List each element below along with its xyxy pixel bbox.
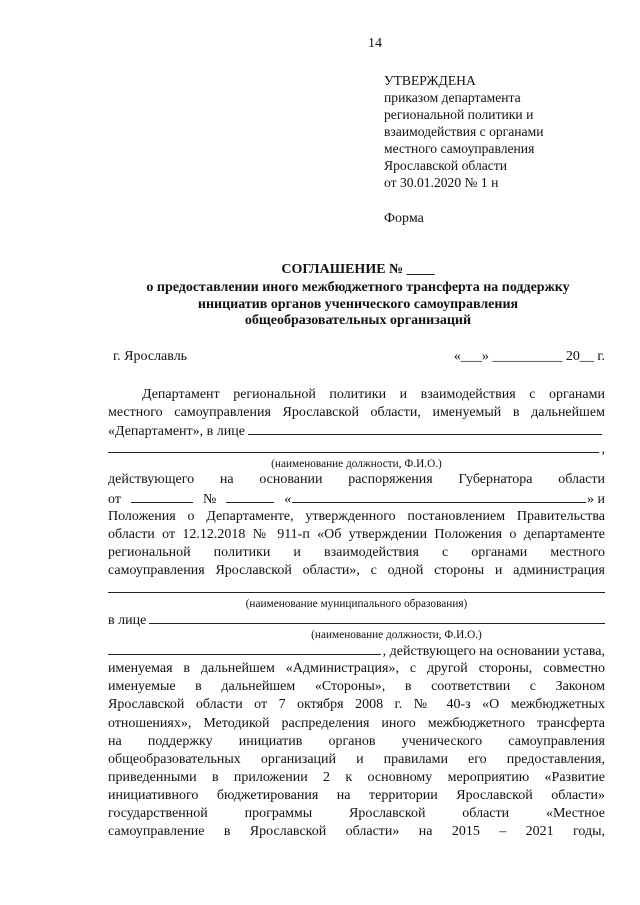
page-number: 14: [368, 36, 382, 51]
agreement-title: СОГЛАШЕНИЕ № ____: [281, 262, 435, 277]
caption-position: (наименование должности, Ф.И.О.): [271, 458, 442, 471]
text-line: местного самоуправления Ярославской области, именуемый в дальнейшем: [108, 405, 605, 421]
blank-field: [131, 489, 193, 503]
caption-municipal: (наименование муниципального образования): [245, 598, 468, 611]
municipal-fill-line: [108, 580, 605, 598]
decree-reference-line: [108, 489, 605, 507]
text-line: Департамент региональной политики и взаимодействия с органами: [142, 387, 605, 402]
charter-line: [108, 642, 605, 660]
date-template: «___» __________ 20__ г.: [453, 349, 605, 364]
approval-line: Ярославской области: [384, 158, 508, 173]
caption-position-2: (наименование должности, Ф.И.О.): [311, 629, 482, 642]
text-fragment: «: [284, 492, 292, 508]
blank-field: [248, 422, 602, 435]
text-line: самоуправление в Ярославской области» на 2015 – 2021 годы,: [108, 824, 605, 840]
text-line: инициативного бюджетирования на территории Ярославской области»: [108, 787, 605, 803]
form-label: Форма: [384, 211, 424, 226]
text-line: именуемая в дальнейшем «Администрация», с другой стороны, совместно: [108, 661, 605, 677]
city: г. Ярославль: [113, 349, 188, 364]
approval-block: [384, 72, 543, 191]
approval-line: приказом департамента: [384, 90, 521, 105]
administration-representative-line: [108, 611, 605, 629]
blank-field: [292, 490, 586, 503]
comma: ,: [601, 442, 605, 458]
blank-field: [108, 642, 381, 655]
approval-line: взаимодействия с органами: [384, 124, 544, 139]
position-fill-line: [108, 440, 605, 458]
agreement-body: [108, 386, 605, 841]
text-line: отношениях», Методикой распределения иного межбюджетного трансферта: [108, 715, 605, 731]
text-fragment: , действующего на основании устава,: [382, 644, 605, 660]
approval-line: УТВЕРЖДЕНА: [384, 73, 476, 88]
text-fragment: в лице: [108, 613, 147, 629]
text-line: общеобразовательных организаций и правилами его предоставления,: [108, 751, 605, 767]
department-representative-line: [108, 422, 605, 440]
text-fragment: «Департамент», в лице: [108, 424, 245, 440]
text-fragment: №: [202, 492, 217, 508]
text-line: самоуправления Ярославской области», с одной стороны и администрация: [108, 562, 605, 578]
text-line: государственной программы Ярославской области «Местное: [108, 805, 605, 821]
text-line: действующего на основании распоряжения Губернатора области: [108, 472, 605, 488]
text-fragment: » и: [587, 492, 605, 508]
text-line: региональной политики и взаимодействия с органами местного: [108, 544, 605, 560]
approval-line: региональной политики и: [384, 107, 534, 122]
text-line: на поддержку инициатив органов ученического самоуправления: [108, 733, 605, 749]
blank-field: [108, 580, 605, 593]
text-line: приведенными в приложении 2 к основному мероприятию «Развитие: [108, 769, 605, 785]
text-fragment: от: [108, 492, 121, 508]
subtitle-line: инициатив органов ученического самоуправления: [197, 296, 519, 312]
approval-line: от 30.01.2020 № 1 н: [384, 175, 499, 190]
text-line: именуемые в дальнейшем «Стороны», в соответствии с Законом: [108, 679, 605, 695]
subtitle-line: о предоставлении иного межбюджетного трансферта на поддержку: [146, 280, 570, 295]
approval-line: местного самоуправления: [384, 141, 535, 156]
city-date-line: [113, 349, 605, 365]
text-line: области от 12.12.2018 № 911-п «Об утверждении Положения о департаменте: [108, 526, 605, 542]
blank-field: [108, 440, 599, 453]
agreement-subtitle: [100, 280, 616, 330]
text-line: Положения о Департаменте, утвержденного постановлением Правительства: [108, 508, 605, 524]
blank-field: [226, 489, 274, 503]
blank-field: [149, 611, 605, 624]
subtitle-line: общеобразовательных организаций: [244, 313, 472, 329]
text-line: Ярославской области от 7 октября 2008 г. № 40-з «О межбюджетных: [108, 697, 605, 713]
